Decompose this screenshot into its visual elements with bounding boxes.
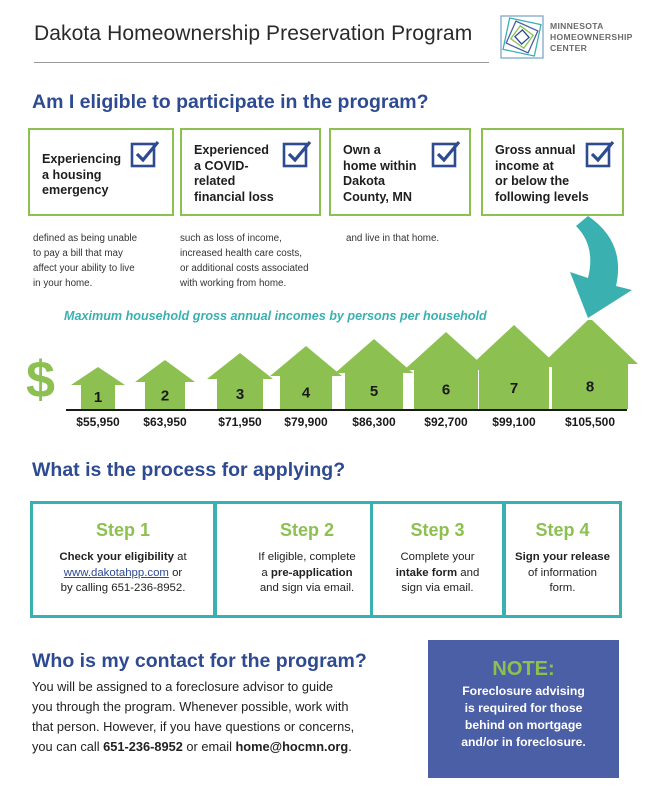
eligibility-label <box>42 152 121 199</box>
label-line: financial loss <box>194 189 274 204</box>
note-title: NOTE: <box>492 658 555 680</box>
page-header <box>0 0 647 72</box>
eligibility-box-own-home <box>329 128 471 216</box>
step-body-line: of information <box>527 566 597 579</box>
desc-line: and live in that home. <box>346 233 440 244</box>
desc-line: defined as being unable <box>33 233 138 244</box>
step-4-box <box>503 501 622 618</box>
label-line: Own a <box>343 143 381 157</box>
step-body-line: sign via email. <box>401 582 474 594</box>
step-2-body <box>223 550 391 597</box>
step-body-line <box>223 566 391 582</box>
dollar-icon: $ <box>26 351 55 409</box>
house-persons-label: 8 <box>585 378 595 396</box>
checkbox-checked-icon <box>130 139 160 169</box>
step-body-line <box>39 566 207 582</box>
checkbox-checked-icon <box>431 139 461 169</box>
step-3-title: Step 3 <box>410 520 465 540</box>
contact-line <box>32 737 412 757</box>
contact-line: that person. However, if you have questions or concerns, <box>32 719 355 734</box>
curved-arrow-icon <box>540 212 640 322</box>
step-body-line: Complete your <box>400 551 475 563</box>
label-line: Experienced <box>194 143 269 157</box>
income-amount-5: $86,300 <box>352 415 396 429</box>
note-line: behind on mortgage <box>464 718 583 732</box>
contact-paragraph <box>32 677 412 757</box>
step-text: or <box>168 566 183 579</box>
step-3-box <box>370 501 505 618</box>
step-body-line: Sign your release <box>515 551 610 563</box>
label-line: Gross annual <box>495 143 576 157</box>
logo-mark-icon <box>497 12 547 62</box>
contact-text: . <box>348 739 352 754</box>
contact-line: you through the program. Whenever possible, work with <box>32 699 349 714</box>
note-line: Foreclosure advising <box>462 684 585 698</box>
house-8 <box>542 320 638 409</box>
logo-line-2: HOMEOWNERSHIP <box>550 32 633 42</box>
step-text: and <box>457 566 480 579</box>
step-body-line <box>379 566 496 582</box>
step-body-line: form. <box>549 582 576 594</box>
label-line: Experiencing <box>42 152 122 166</box>
contact-text: you can call <box>32 739 104 754</box>
step-4-body <box>512 550 613 597</box>
checkbox-checked-icon <box>282 139 312 169</box>
logo-line-1: MINNESOTA <box>550 21 604 31</box>
step-text: a <box>261 566 271 579</box>
step-emphasis: pre-application <box>270 566 353 579</box>
income-amount-7: $99,100 <box>492 415 536 429</box>
step-emphasis: Check your eligibility <box>59 551 174 563</box>
logo-line-3: CENTER <box>550 43 588 53</box>
note-body <box>438 683 609 751</box>
eligibility-box-covid-loss <box>180 128 321 216</box>
label-line: following levels <box>495 189 589 204</box>
income-amount-4: $79,900 <box>284 415 328 429</box>
step-1-title: Step 1 <box>95 520 151 540</box>
contact-email[interactable]: home@hocmn.org <box>235 739 349 754</box>
note-line: is required for those <box>464 701 583 715</box>
income-amount-8: $105,500 <box>564 415 616 429</box>
contact-line: You will be assigned to a foreclosure advisor to guide <box>32 679 334 694</box>
step-3-body <box>379 550 496 597</box>
income-amount-1: $55,950 <box>76 415 120 429</box>
step-body-line: by calling 651-236-8952. <box>60 582 186 594</box>
label-line: or below the <box>495 174 570 188</box>
logo-text <box>550 21 633 54</box>
income-amount-2: $63,950 <box>143 415 187 429</box>
label-line: County, MN <box>343 189 413 204</box>
step-emphasis: intake form <box>395 566 458 579</box>
document-title: Dakota Homeownership Preservation Program <box>34 22 473 45</box>
eligibility-desc-housing-emergency <box>33 231 137 291</box>
desc-line: with working from home. <box>180 278 287 289</box>
label-line: emergency <box>42 183 109 197</box>
eligibility-box-gross-income <box>481 128 624 216</box>
desc-line: to pay a bill that may <box>33 248 123 259</box>
house-persons-label: 2 <box>160 387 170 405</box>
income-levels-heading: Maximum household gross annual incomes by persons per household <box>64 309 487 323</box>
dakotahpp-link[interactable]: www.dakotahpp.com <box>63 566 169 579</box>
income-amount-3: $71,950 <box>218 415 262 429</box>
label-line: Dakota <box>343 174 385 188</box>
eligibility-heading: Am I eligible to participate in the program? <box>32 91 429 113</box>
contact-text: or email <box>182 739 236 754</box>
house-persons-label: 1 <box>93 389 103 406</box>
desc-line: such as loss of income, <box>180 233 282 244</box>
eligibility-desc-covid-loss <box>180 231 309 291</box>
label-line: a housing <box>42 167 102 182</box>
eligibility-label <box>194 143 274 205</box>
house-persons-label: 7 <box>509 380 519 397</box>
checkbox-checked-icon <box>585 139 615 169</box>
income-baseline <box>66 409 627 411</box>
note-box <box>428 640 619 778</box>
income-amount-6: $92,700 <box>424 415 468 429</box>
desc-line: or additional costs associated <box>180 263 309 274</box>
process-heading: What is the process for applying? <box>32 459 346 481</box>
eligibility-label <box>343 143 416 205</box>
step-text: at <box>173 551 187 563</box>
step-1-body <box>39 550 207 597</box>
contact-phone[interactable]: 651-236-8952 <box>103 739 183 754</box>
step-2-title: Step 2 <box>279 520 335 540</box>
step-4-title: Step 4 <box>535 520 590 540</box>
title-divider <box>34 62 489 63</box>
mhc-logo <box>497 12 637 64</box>
desc-line: increased health care costs, <box>180 248 302 259</box>
house-persons-label: 3 <box>235 386 245 403</box>
house-persons-label: 6 <box>441 381 451 399</box>
step-body-line: and sign via email. <box>259 582 355 594</box>
house-persons-label: 4 <box>301 384 311 402</box>
desc-line: in your home. <box>33 278 93 289</box>
step-1-box <box>30 501 216 618</box>
desc-line: affect your ability to live <box>33 263 135 274</box>
label-line: home within <box>343 158 417 173</box>
eligibility-desc-own-home <box>346 231 439 246</box>
step-body-line <box>39 550 207 566</box>
house-persons-label: 5 <box>369 383 379 400</box>
eligibility-label <box>495 143 589 205</box>
step-body-line: If eligible, complete <box>258 551 356 563</box>
note-line: and/or in foreclosure. <box>461 735 586 749</box>
label-line: income at <box>495 158 554 173</box>
eligibility-box-housing-emergency <box>28 128 174 216</box>
label-line: a COVID- <box>194 158 249 173</box>
contact-heading: Who is my contact for the program? <box>32 650 367 672</box>
label-line: related <box>194 174 236 188</box>
